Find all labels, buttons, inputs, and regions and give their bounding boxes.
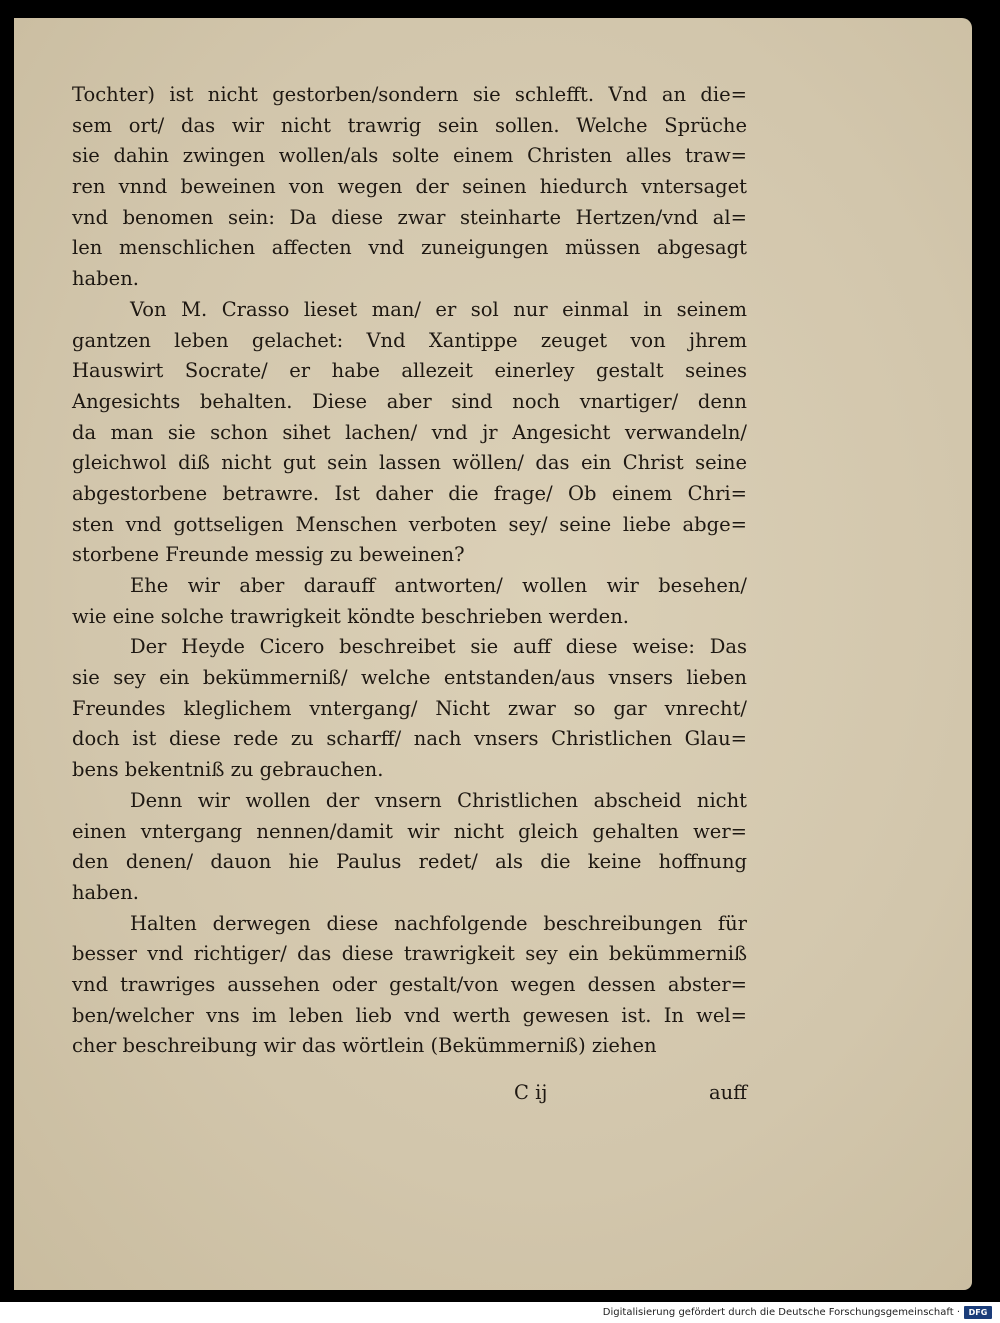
text-line: sten vnd gottseligen Menschen verboten sey/ seine liebe abge= [72,512,747,536]
text-line: ben/welcher vns im leben lieb vnd werth gewesen ist. In wel= [72,1003,747,1027]
catchword: auff [708,1081,747,1104]
text-line: ren vnnd beweinen von wegen der seinen hiedurch vntersaget [72,175,747,199]
text-line: Tochter) ist nicht gestorben/sondern sie schlefft. Vnd an die= [72,83,747,106]
text-line: Halten derwegen diese nachfolgende beschreibungen für [130,911,747,935]
text-line: doch ist diese rede zu scharff/ nach vnsers Christlichen Glau= [72,727,747,751]
text-line: sie dahin zwingen wollen/als solte einem Christen alles traw= [72,144,747,168]
text-line: cher beschreibung wir das wörtlein (Bekümmerniß) ziehen [72,1034,657,1058]
book-page [14,18,972,1290]
page-footer-line [514,1078,747,1108]
text-line: Der Heyde Cicero beschreibet sie auff diese weise: Das [130,635,747,659]
text-line: wie eine solche trawrigkeit köndte beschrieben werden. [72,604,629,628]
text-line: abgestorbene betrawre. Ist daher die frage/ Ob einem Chri= [72,481,747,505]
text-line: vnd benomen sein: Da diese zwar steinharte Hertzen/vnd al= [72,205,747,229]
text-line: haben. [72,267,139,291]
text-line: Hauswirt Socrate/ er habe allezeit einerley gestalt seines [72,359,747,383]
body-text [72,80,747,1062]
dfg-logo: DFG [964,1306,992,1319]
text-line: gleichwol diß nicht gut sein lassen wöllen/ das ein Christ seine [72,451,747,475]
text-line: storbene Freunde messig zu beweinen? [72,543,465,567]
text-line: gantzen leben gelachet: Vnd Xantippe zeuget von jhrem [72,328,747,352]
text-line: sem ort/ das wir nicht trawrig sein sollen. Welche Sprüche [72,113,747,137]
text-line: Denn wir wollen der vnsern Christlichen abscheid nicht [130,788,747,812]
text-line: len menschlichen affecten vnd zuneigungen müssen abgesagt [72,236,747,260]
text-line: Angesichts behalten. Diese aber sind noch vnartiger/ denn [72,389,747,413]
text-line: besser vnd richtiger/ das diese trawrigkeit sey ein bekümmerniß [72,942,747,966]
funding-credit: Digitalisierung gefördert durch die Deutsche Forschungsgemeinschaft · [602,1307,960,1318]
text-line: da man sie schon sihet lachen/ vnd jr Angesicht verwandeln/ [72,420,747,444]
text-line: haben. [72,880,139,904]
text-line: Freundes kleglichem vntergang/ Nicht zwar so gar vnrecht/ [72,696,747,720]
text-line: den denen/ dauon hie Paulus redet/ als die keine hoffnung [72,850,747,874]
text-line: Ehe wir aber darauff antworten/ wollen wir besehen/ [130,574,747,597]
text-line: einen vntergang nennen/damit wir nicht gleich gehalten wer= [72,819,747,843]
credit-footer [0,1302,1000,1323]
text-line: bens bekentniß zu gebrauchen. [72,758,384,782]
text-line: sie sey ein bekümmerniß/ welche entstanden/aus vnsers lieben [72,666,747,690]
text-line: vnd trawriges aussehen oder gestalt/von wegen dessen abster= [72,972,747,996]
signature-mark: C ij [514,1081,548,1104]
text-line: Von M. Crasso lieset man/ er sol nur einmal in seinem [130,297,747,321]
